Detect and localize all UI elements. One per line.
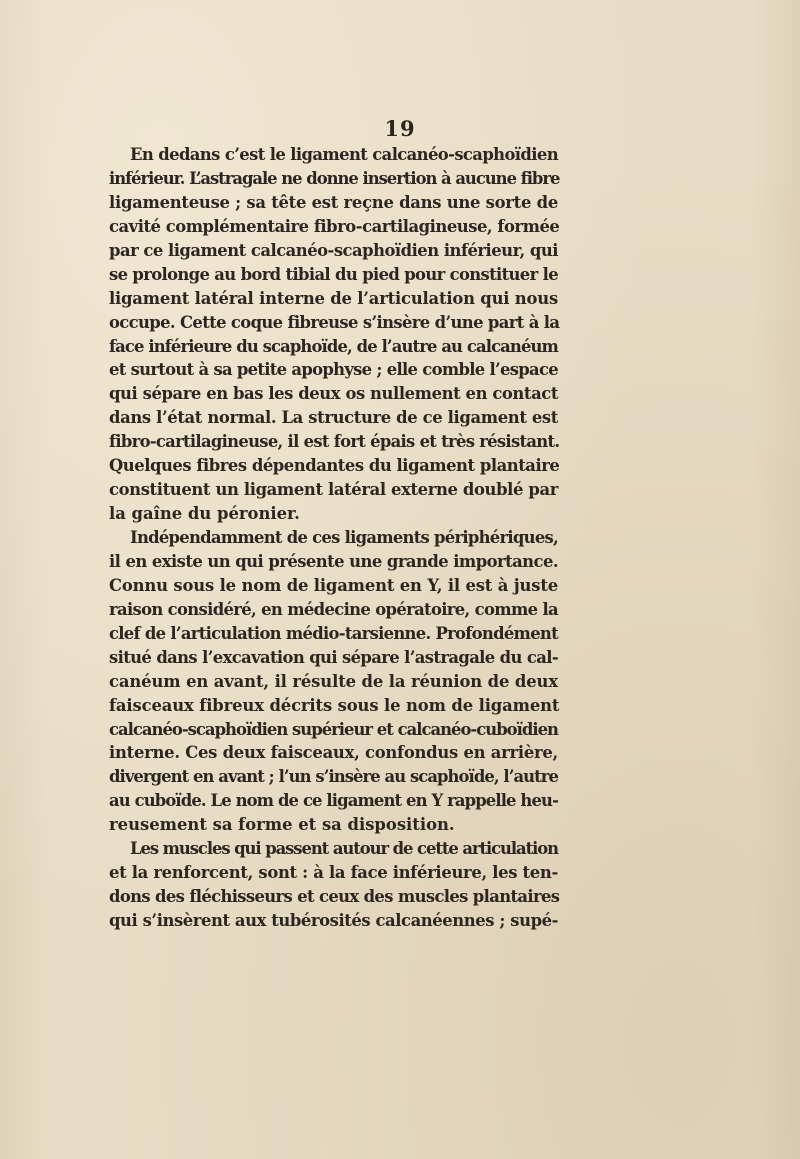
text-line: clef de l’articulation médio-tarsienne. Profondément (109, 623, 558, 643)
text-line: dons des fléchisseurs et ceux des muscles plantaires (109, 887, 560, 907)
text-line: et la renforcent, sont : à la face inférieure, les ten- (109, 863, 558, 883)
text-line: situé dans l’excavation qui sépare l’astragale du cal- (109, 647, 558, 667)
text-line: fibro-cartilagineuse, il est fort épais et très résistant. (109, 432, 560, 452)
text-line: et surtout à sa petite apophyse ; elle comble l’espace (109, 360, 558, 380)
text-line: Indépendamment de ces ligaments périphériques, (130, 528, 558, 547)
text-line: cavité complémentaire fibro-cartilagineuse, formée (109, 216, 560, 236)
text-line: Les muscles qui passent autour de cette articulation (130, 839, 558, 859)
text-line: constituent un ligament latéral externe doublé par (109, 480, 558, 500)
text-line: il en existe un qui présente une grande importance. (109, 551, 558, 571)
text-line: inférieur. L’astragale ne donne insertion à aucune fibre (109, 168, 560, 188)
text-line: En dedans c’est le ligament calcanéo-scaphoïdien (130, 145, 558, 164)
text-line: canéum en avant, il résulte de la réunion de deux (109, 671, 558, 691)
text-line: calcanéo-scaphoïdien supérieur et calcanéo-cuboïdien (109, 719, 558, 739)
text-line: au cuboïde. Le nom de ce ligament en Y rappelle heu- (109, 791, 558, 811)
text-line: ligament latéral interne de l’articulation qui nous (109, 288, 558, 308)
page-number: 19 (384, 116, 416, 141)
text-line: Quelques fibres dépendantes du ligament plantaire (109, 456, 560, 476)
text-line: face inférieure du scaphoïde, de l’autre au calcanéum (109, 336, 558, 356)
text-line: dans l’état normal. La structure de ce ligament est (109, 408, 558, 428)
text-line: interne. Ces deux faisceaux, confondus en arrière, (109, 743, 558, 763)
text-line: divergent en avant ; l’un s’insère au scaphoïde, l’autre (109, 767, 558, 787)
text-line: qui s’insèrent aux tubérosités calcanéennes ; supé- (109, 911, 558, 930)
text-line: raison considéré, en médecine opératoire, comme la (109, 599, 558, 619)
text-line: par ce ligament calcanéo-scaphoïdien inférieur, qui (109, 240, 558, 260)
text-line: la gaîne du péronier. (109, 504, 300, 524)
text-line: ligamenteuse ; sa tête est reçne dans une sorte de (109, 192, 558, 212)
text-line: Connu sous le nom de ligament en Y, il est à juste (109, 575, 558, 595)
text-line: faisceaux fibreux décrits sous le nom de ligament (109, 695, 560, 715)
text-line: se prolonge au bord tibial du pied pour constituer le (109, 264, 558, 284)
text-line: qui sépare en bas les deux os nullement en contact (109, 384, 558, 404)
body-text (109, 143, 558, 933)
text-line: occupe. Cette coque fibreuse s’insère d’une part à la (109, 312, 560, 332)
text-line: reusement sa forme et sa disposition. (109, 815, 455, 835)
